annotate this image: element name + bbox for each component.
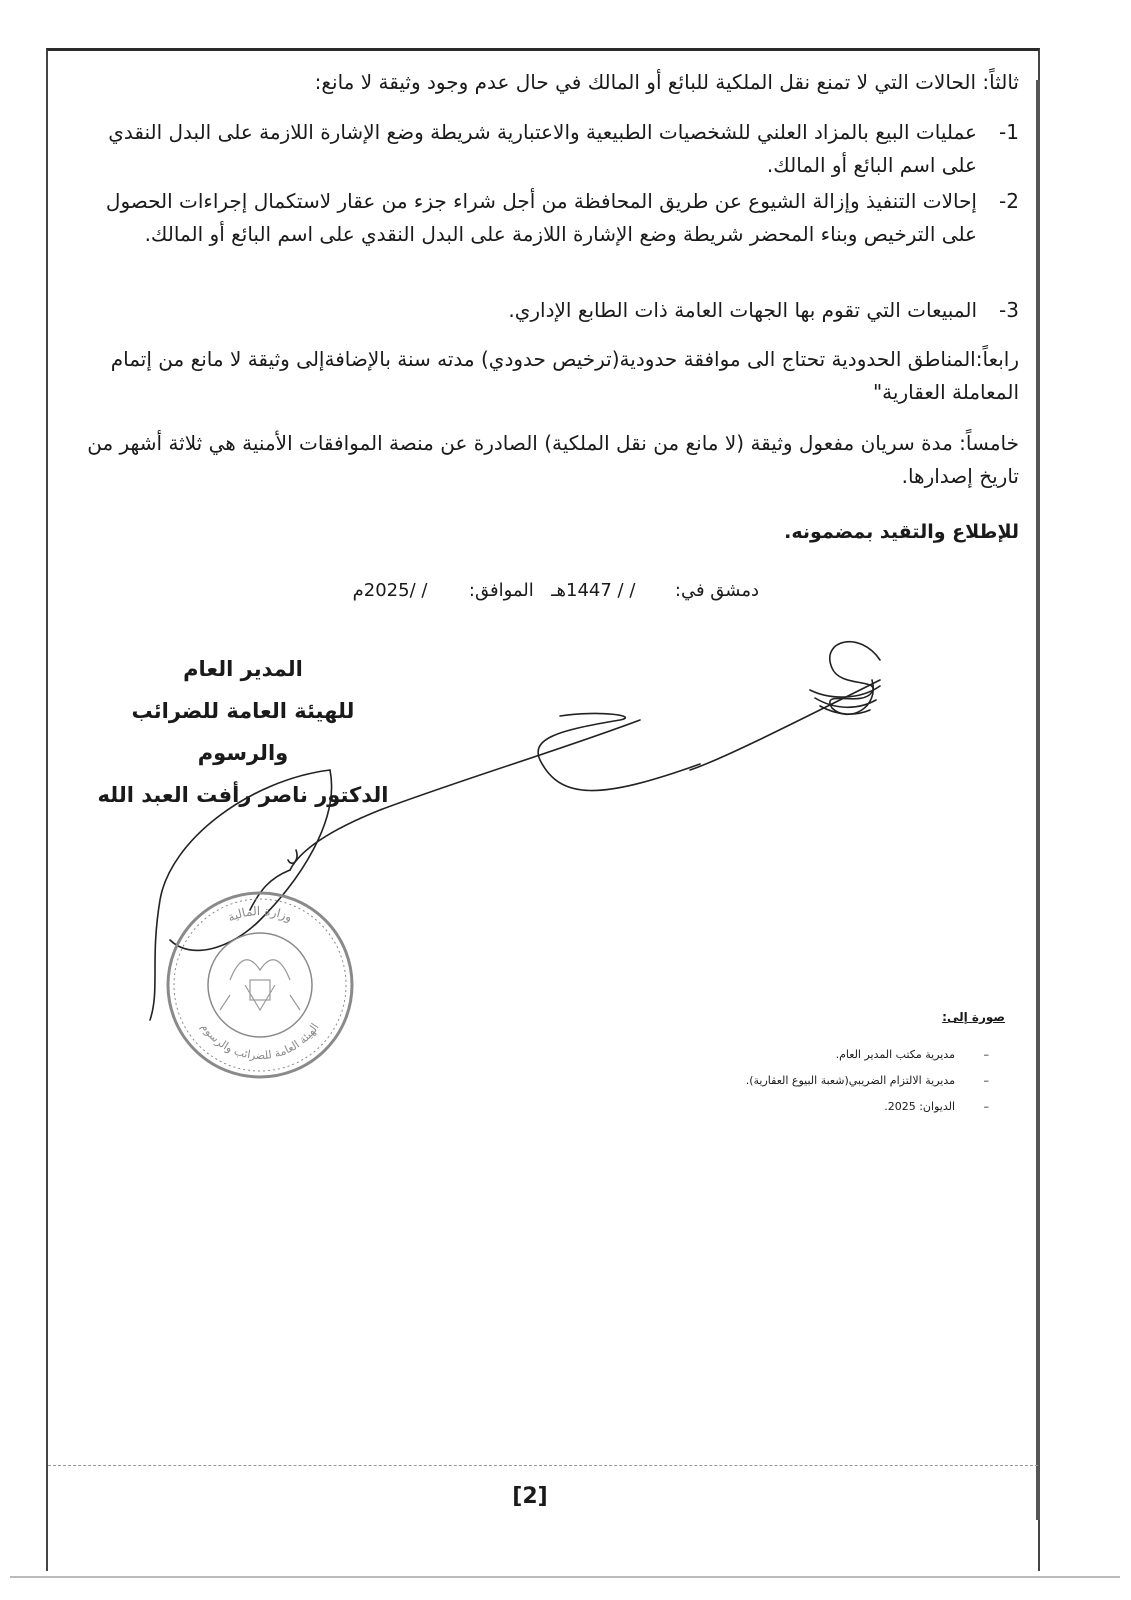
closing-line: للإطلاع والتقيد بمضمونه. (784, 521, 1019, 543)
list-item (555, 1042, 989, 1068)
date-hijri: / / 1447هـ (551, 580, 636, 601)
copy-recipient: مديرية مكتب المدير العام. (835, 1048, 955, 1061)
copy-recipient: مديرية الالتزام الضريبي(شعبة البيوع العقارية). (745, 1074, 955, 1087)
bottom-divider (10, 1576, 1120, 1578)
section-five: خامساً: مدة سريان مفعول وثيقة (لا مانع من نقل الملكية) الصادرة عن منصة الموافقات الأمنية هي ثلاثة أشهر من تاريخ إصدارها. (87, 431, 1019, 488)
list-item (71, 185, 1019, 251)
copies-title: صورة إلى: (942, 1010, 1005, 1024)
item-text: عمليات البيع بالمزاد العلني للشخصيات الطبيعية والاعتبارية شريطة وضع الإشارة اللازمة على البدل النقدي على اسم البائع أو المالك. (108, 120, 977, 177)
date-agreed-label: الموافق: (468, 580, 534, 601)
date-place: دمشق في: (674, 580, 759, 601)
item-number: 2- (999, 189, 1019, 213)
list-dash: – (983, 1074, 989, 1087)
list-dash: – (983, 1048, 989, 1061)
list-item (555, 1068, 989, 1094)
item-text: المبيعات التي تقوم بها الجهات العامة ذات الطابع الإداري. (508, 298, 977, 322)
list-item (71, 294, 1019, 327)
signatory-name: الدكتور ناصر رأفت العبد الله (97, 783, 389, 807)
section-three-heading: ثالثاً: الحالات التي لا تمنع نقل الملكية للبائع أو المالك في حال عدم وجود وثيقة لا مانع: (314, 70, 1019, 94)
list-item (555, 1094, 989, 1120)
signatory-org: للهيئة العامة للضرائب والرسوم (131, 699, 355, 765)
item-text: إحالات التنفيذ وإزالة الشيوع عن طريق المحافظة من أجل شراء جزء من عقار لاستكمال إجراءات الحصول على الترخيص وبناء المحضر شريطة وضع الإشارة اللازمة على البدل النقدي على اسم البائع أو المالك. (105, 189, 977, 246)
seal-top-text: وزارة المالية (225, 903, 295, 925)
copies-list (555, 1042, 989, 1120)
list-item (71, 116, 1019, 182)
official-seal (160, 885, 360, 1085)
item-number: 3- (999, 298, 1019, 322)
date-gregorian: / /2025م (352, 580, 428, 601)
seal-bottom-text: الهيئة العامة للضرائب والرسوم (198, 1020, 322, 1063)
page-number: [2] (512, 1484, 548, 1509)
footer-divider (48, 1465, 1038, 1466)
copy-recipient: الديوان: 2025. (884, 1100, 955, 1113)
item-number: 1- (999, 120, 1019, 144)
signatory-title: المدير العام (183, 657, 303, 681)
list-dash: – (983, 1100, 989, 1113)
section-four: رابعاً:المناطق الحدودية تحتاج الى موافقة حدودية(ترخيص حدودي) مدته سنة بالإضافةإلى وثيقة لا مانع من إتمام المعاملة العقارية" (110, 347, 1019, 404)
